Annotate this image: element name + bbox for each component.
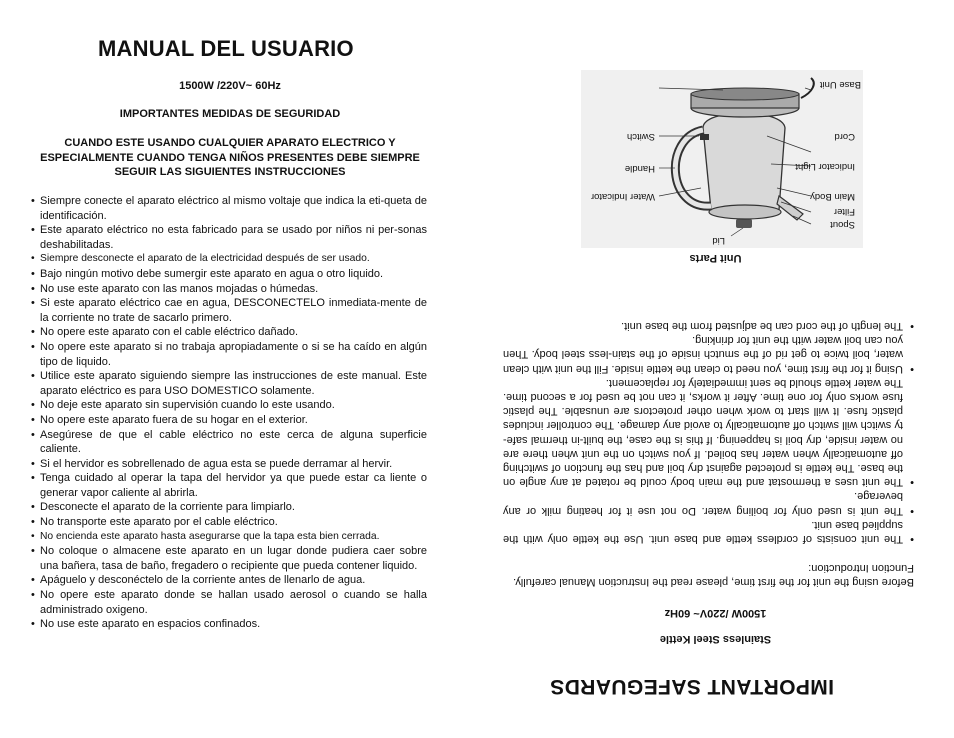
unit-parts-title: Unit Parts (689, 252, 742, 264)
list-item: • Bajo ningún motivo debe sumergir este aparato en agua o otro liquido. (31, 267, 427, 282)
feature-list (503, 319, 914, 546)
label-water-indicator: Water Indicator (590, 191, 655, 202)
safeguards-title: IMPORTANT SAFEGUARDS (549, 675, 834, 698)
label-base-unit: Base Unit (819, 79, 861, 90)
list-item: • No deje este aparato sin supervisión cuando lo este usando. (31, 398, 427, 413)
list-item: • Tenga cuidado al operar la tapa del hervidor ya que puede estar ca liente o generar vapor caliente al abrirla. (31, 471, 427, 500)
intro-block (503, 561, 914, 589)
list-item: • No encienda este aparato hasta asegurarse que la tapa esta bien cerrada. (31, 530, 427, 545)
list-item: • Este aparato eléctrico no esta fabricado para se usado por niños ni per-sonas deshabilitadas. (31, 223, 427, 252)
label-lid: Lid (712, 235, 725, 246)
kettle-illustration (581, 70, 863, 248)
list-item: • Asegúrese de que el cable eléctrico no este cerca de alguna superficie caliente. (31, 428, 427, 457)
list-item: • No opere este aparato si no trabaja apropiadamente o si se ha caído en algún tipo de liquido. (31, 340, 427, 369)
product-name: Stainless Steel Kettle (659, 633, 772, 645)
list-item: • No transporte este aparato por el cable eléctrico. (31, 515, 427, 530)
list-item: • Si este aparato eléctrico cae en agua, DESCONECTELO inmediata-mente de la corriente no trate de sacarlo primero. (31, 296, 427, 325)
label-handle: Handle (624, 163, 655, 174)
instruction-list (31, 194, 427, 632)
list-item: • Utilice este aparato siguiendo siempre las instrucciones de este manual. Este aparato eléctrico es para USO DOMESTICO solamente. (31, 369, 427, 398)
list-item: • Apáguelo y desconéctelo de la corriente antes de llenarlo de agua. (31, 573, 427, 588)
list-item: • No coloque o almacene este aparato en un lugar donde pudiera caer sobre una bañera, tasa de baño, fregadero o recipiente que pueda contener liquido. (31, 544, 427, 573)
intro-text: Before using the unit for the first time, please read the Instruction Manual carefully. (513, 576, 914, 588)
list-item: • Si el hervidor es sobrellenado de agua esta se puede derramar al hervir. (31, 457, 427, 472)
list-item: • No use este aparato en espacios confinados. (31, 617, 427, 632)
label-cord: Cord (834, 131, 855, 142)
label-switch: Switch (627, 131, 655, 142)
safety-heading: IMPORTANTES MEDIDAS DE SEGURIDAD (119, 108, 341, 120)
power-specs: 1500W /220V~ 60Hz (179, 80, 281, 92)
label-filter: Filter (833, 206, 855, 217)
list-item: • No opere este aparato con el cable eléctrico dañado. (31, 325, 427, 340)
label-spout: Spout (830, 219, 855, 230)
kettle-diagram (581, 70, 863, 248)
list-item: • No opere este aparato fuera de su hogar en el exterior. (31, 413, 427, 428)
list-item: • Using it for the first time, you need to clean the kettle inside. Fill the unit with clean water, boil twice to get rid of the smutch inside of the stain-less steel body. Then you can boil water with the unit for drinking. (503, 333, 914, 376)
list-item: • The length of the cord can be adjusted from the base unit. (503, 319, 914, 333)
list-item: • The unit consists of cordless kettle and base unit. Use the kettle only with the supplied base unit. (503, 518, 914, 546)
list-item: • No opere este aparato donde se hallan usado aerosol o cuando se halla administrado oxigeno. (31, 588, 427, 617)
list-item: • No use este aparato con las manos mojadas o húmedas. (31, 282, 427, 297)
label-indicator-light: Indicator Light (795, 161, 855, 172)
list-item: • The unit is used only for boiling water. Do not use it for heating milk or any beverage. (503, 489, 914, 517)
caution-text: CUANDO ESTE USANDO CUALQUIER APARATO ELECTRICO Y ESPECIALMENTE CUANDO TENGA NIÑOS PRESENTES DEBE SIEMPRE SEGUIR LAS SIGUIENTES INSTRUCCIONES (40, 137, 420, 178)
label-main-body: Main Body (810, 191, 855, 202)
power-specs-en: 1500W /220V~ 60Hz (664, 607, 767, 619)
list-item: • Siempre conecte el aparato eléctrico al mismo voltaje que indica la eti-queta de identificación. (31, 194, 427, 223)
list-item: • Desconecte el aparato de la corriente para limpiarlo. (31, 500, 427, 515)
list-item: • Siempre desconecte el aparato de la electricidad después de ser usado. (31, 252, 427, 267)
page-title: MANUAL DEL USUARIO (98, 36, 354, 61)
english-page-upside-down (477, 0, 954, 738)
function-heading: Function Introduction: (808, 561, 914, 574)
list-item: • The unit uses a thermostat and the main body could be rotated at any angle on the base. The kettle is protected against dry boil and has the function of switching off automatically when water has boiled. If you switch on the unit when there are no water inside, dry boil is happening. If this is the case, the built-in thermal safe-ty switch will switch off automatically to avoid any damage. The controller includes plastic fuse. It will start to work when other protectors are unusable. The plastic fuse works only for one time. After it works, it can not be used for a second time. The water kettle should be sent immediately for replacement. (503, 376, 914, 490)
